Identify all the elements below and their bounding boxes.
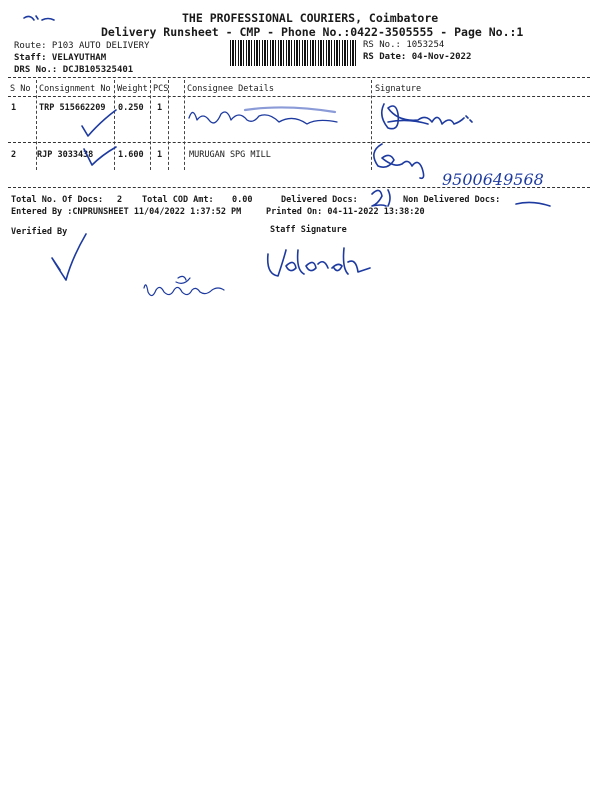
row-2-pcs: 1 xyxy=(157,150,163,160)
column-divider xyxy=(168,80,169,170)
row-2-signature xyxy=(368,140,448,180)
non-delivered-docs-label: Non Delivered Docs: xyxy=(403,195,501,205)
runsheet-subtitle: Delivery Runsheet - CMP - Phone No.:0422-3505555 - Page No.:1 xyxy=(101,25,524,39)
verified-by-label: Verified By xyxy=(11,227,68,237)
row-1-consignee-handwriting xyxy=(185,102,345,132)
row-1-signature xyxy=(374,94,484,138)
row-1-check-mark xyxy=(80,106,120,150)
delivered-docs-label: Delivered Docs: xyxy=(281,195,358,205)
total-docs-label: Total No. Of Docs: xyxy=(11,195,104,205)
divider xyxy=(8,96,590,97)
delivered-docs-handwritten-mark xyxy=(366,186,406,208)
staff-text: Staff: VELAYUTHAM xyxy=(14,53,107,63)
top-left-scribble xyxy=(20,10,60,26)
row-2-consignment: RJP 3033438 xyxy=(37,150,94,160)
total-docs-value: 2 xyxy=(117,195,123,205)
col-header-consignment: Consignment No xyxy=(39,84,111,94)
col-header-weight: Weight xyxy=(117,84,148,94)
row-2-weight: 1.600 xyxy=(118,150,144,160)
row-2-check-mark xyxy=(82,145,122,175)
drs-number: DRS No.: DCJB105325401 xyxy=(14,65,134,75)
staff-signature-label: Staff Signature xyxy=(270,225,347,235)
staff-signature-mark xyxy=(262,244,382,284)
column-divider xyxy=(150,80,151,170)
verifier-signature-text xyxy=(140,272,240,306)
row-2-consignee: MURUGAN SPG MILL xyxy=(189,150,271,160)
barcode-image xyxy=(230,40,358,66)
route-text: Route: P103 AUTO DELIVERY xyxy=(14,41,150,51)
col-header-pcs: PCS xyxy=(153,84,169,94)
company-title: THE PROFESSIONAL COURIERS, Coimbatore xyxy=(182,11,439,25)
printed-on: Printed On: 04-11-2022 13:38:20 xyxy=(266,207,425,217)
col-header-signature: Signature xyxy=(375,84,422,94)
handwritten-phone-number xyxy=(440,163,570,193)
row-1-weight: 0.250 xyxy=(118,103,144,113)
rs-number: RS No.: 1053254 xyxy=(363,40,445,50)
row-1-pcs: 1 xyxy=(157,103,163,113)
divider xyxy=(8,77,590,78)
non-delivered-docs-dash xyxy=(514,198,554,212)
handwritten-phone-text: 9500649568 xyxy=(442,170,544,189)
rs-date: RS Date: 04-Nov-2022 xyxy=(363,52,472,62)
total-cod-value: 0.00 xyxy=(232,195,253,205)
row-1-sno: 1 xyxy=(11,103,17,113)
total-cod-label: Total COD Amt: xyxy=(142,195,214,205)
verified-by-signature xyxy=(48,228,88,284)
col-header-sno: S No xyxy=(10,84,31,94)
row-2-sno: 2 xyxy=(11,150,17,160)
entered-by: Entered By :CNPRUNSHEET 11/04/2022 1:37:52 PM xyxy=(11,207,242,217)
col-header-consignee: Consignee Details xyxy=(187,84,274,94)
row-1-consignment: TRP 515662209 xyxy=(39,103,106,113)
